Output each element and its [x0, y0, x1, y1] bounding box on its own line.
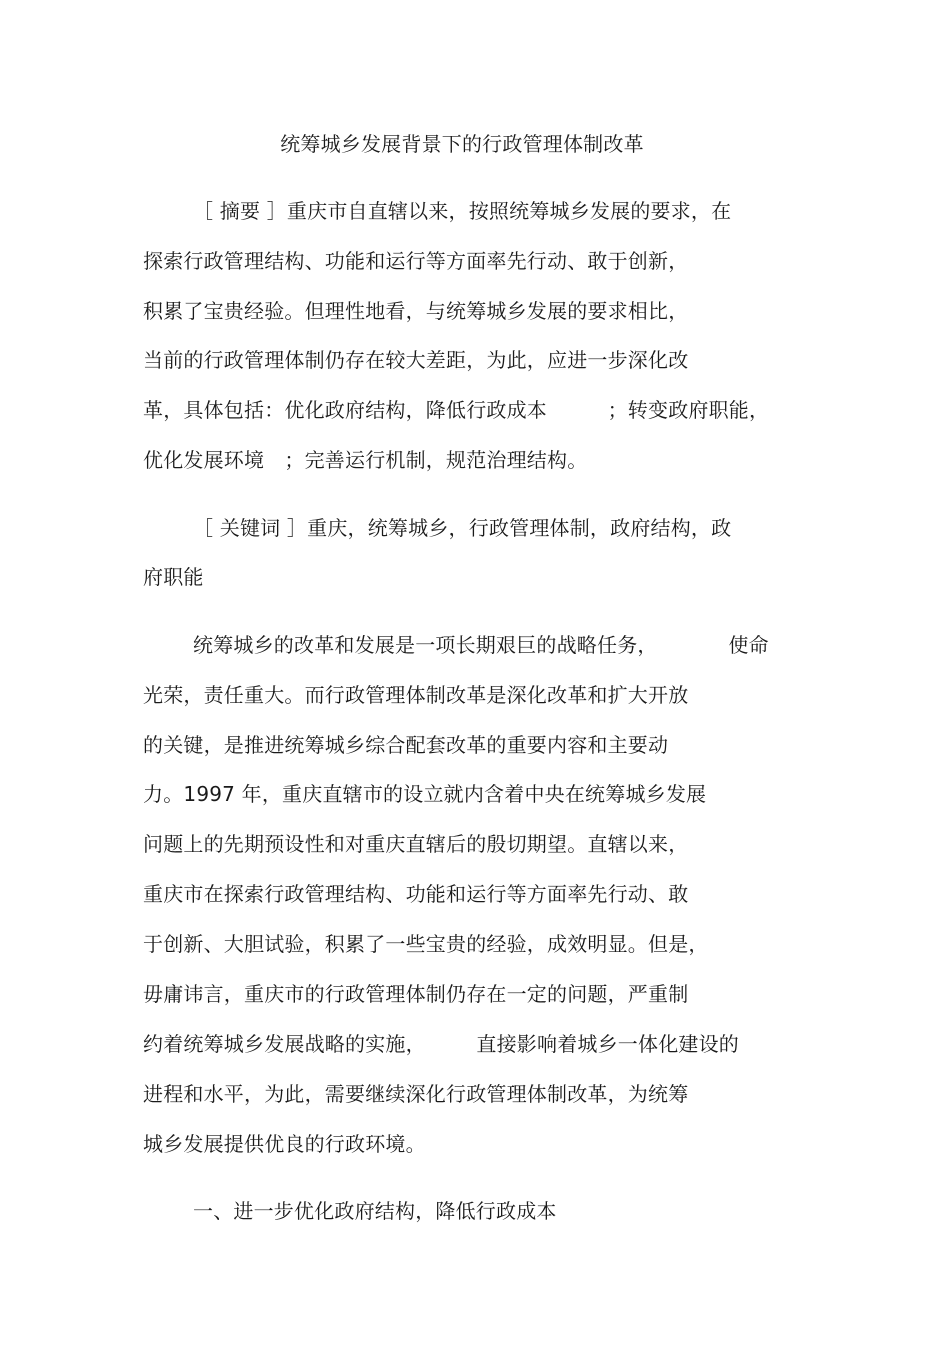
- body-line: 重庆市在探索行政管理结构、功能和运行等方面率先行动、敢: [143, 882, 689, 906]
- body-line: 约着统筹城乡发展战略的实施， 直接影响着城乡一体化建设的: [143, 1032, 739, 1056]
- abstract-line: ［ 摘要 ］重庆市自直辖以来，按照统筹城乡发展的要求，在: [193, 199, 732, 223]
- body-line: 进程和水平，为此，需要继续深化行政管理体制改革，为统筹: [143, 1082, 689, 1106]
- document-title: 统筹城乡发展背景下的行政管理体制改革: [280, 132, 644, 156]
- keywords-line: ［ 关键词 ］重庆，统筹城乡，行政管理体制，政府结构，政: [193, 516, 732, 540]
- abstract-line: 当前的行政管理体制仍存在较大差距，为此，应进一步深化改: [143, 348, 689, 372]
- abstract-line: 革，具体包括：优化政府结构，降低行政成本 ；转变政府职能，: [143, 398, 770, 422]
- section-heading: 一、进一步优化政府结构，降低行政成本: [193, 1199, 557, 1223]
- keywords-line: 府职能: [143, 565, 204, 589]
- body-line: 毋庸讳言，重庆市的行政管理体制仍存在一定的问题，严重制: [143, 982, 689, 1006]
- abstract-line: 积累了宝贵经验。但理性地看，与统筹城乡发展的要求相比，: [143, 299, 689, 323]
- body-line: 统筹城乡的改革和发展是一项长期艰巨的战略任务， 使命: [193, 633, 769, 657]
- body-line: 力。1997 年，重庆直辖市的设立就内含着中央在统筹城乡发展: [143, 782, 707, 806]
- abstract-line: 优化发展环境 ；完善运行机制，规范治理结构。: [143, 448, 588, 472]
- body-line: 于创新、大胆试验，积累了一些宝贵的经验，成效明显。但是，: [143, 932, 709, 956]
- body-line: 城乡发展提供优良的行政环境。: [143, 1132, 426, 1156]
- body-line: 的关键，是推进统筹城乡综合配套改革的重要内容和主要动: [143, 733, 669, 757]
- body-line: 问题上的先期预设性和对重庆直辖后的殷切期望。直辖以来，: [143, 832, 689, 856]
- body-line: 光荣，责任重大。而行政管理体制改革是深化改革和扩大开放: [143, 683, 689, 707]
- abstract-line: 探索行政管理结构、功能和运行等方面率先行动、敢于创新，: [143, 249, 689, 273]
